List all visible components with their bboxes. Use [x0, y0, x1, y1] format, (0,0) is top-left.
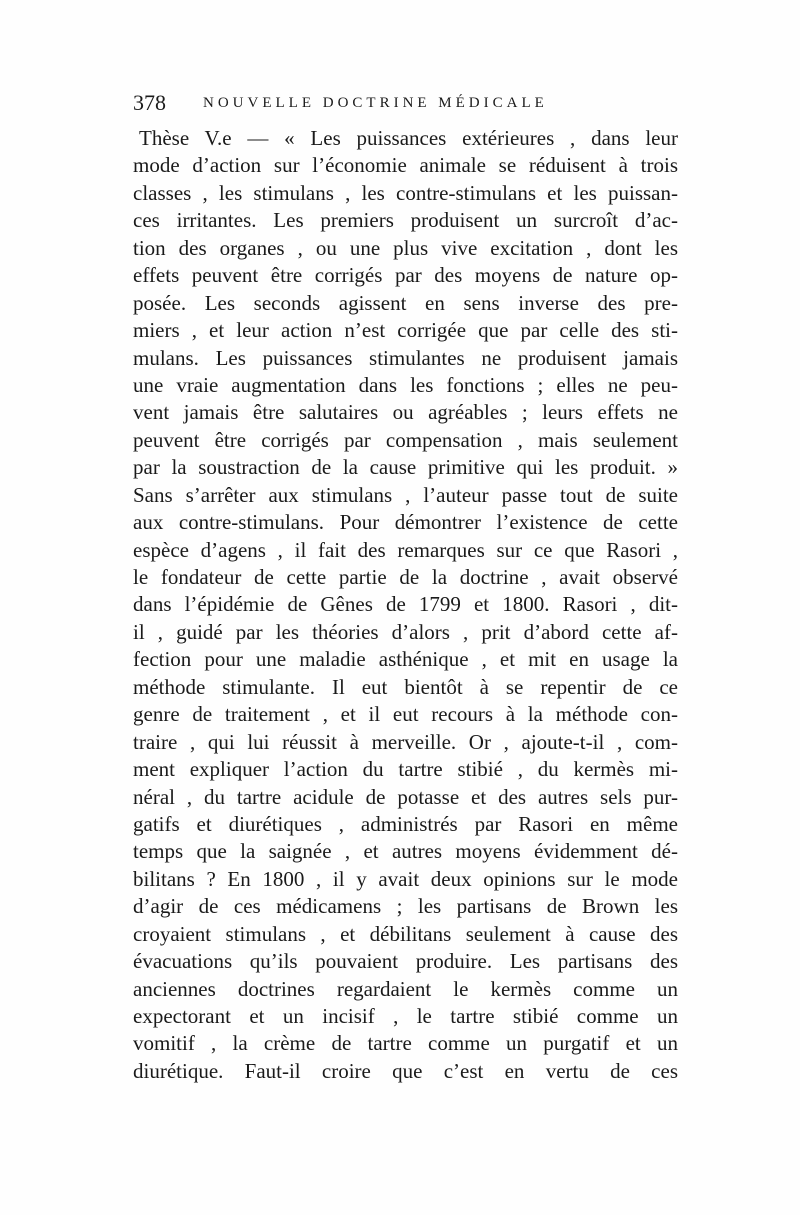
- text-line: une vraie augmentation dans les fonctions ; elles ne peu-: [133, 372, 678, 397]
- text-line: genre de traitement , et il eut recours à la méthode con-: [133, 702, 678, 727]
- text-line: traire , qui lui réussit à merveille. Or , ajoute-t-il , com-: [133, 729, 678, 754]
- text-line: dans l’épidémie de Gênes de 1799 et 1800. Rasori , dit-: [133, 592, 678, 617]
- text-line: mode d’action sur l’économie animale se réduisent à trois: [133, 153, 678, 178]
- text-line: méthode stimulante. Il eut bientôt à se repentir de ce: [133, 674, 678, 699]
- text-line: mulans. Les puissances stimulantes ne produisent jamais: [133, 345, 678, 370]
- text-line: anciennes doctrines regardaient le kermès comme un: [133, 976, 678, 1001]
- text-line: miers , et leur action n’est corrigée que par celle des sti-: [133, 318, 678, 343]
- text-line: Thèse V.e — « Les puissances extérieures , dans leur: [139, 126, 678, 150]
- text-line: tion des organes , ou une plus vive excitation , dont les: [133, 235, 678, 260]
- text-line: Sans s’arrêter aux stimulans , l’auteur passe tout de suite: [133, 482, 678, 507]
- text-line: ment expliquer l’action du tartre stibié , du kermès mi-: [133, 757, 678, 782]
- text-line: par la soustraction de la cause primitive qui les produit. »: [133, 455, 678, 480]
- text-line: croyaient stimulans , et débilitans seulement à cause des: [133, 921, 678, 946]
- text-line: espèce d’agens , il fait des remarques sur ce que Rasori ,: [133, 537, 678, 562]
- text-line: temps que la saignée , et autres moyens évidemment dé-: [133, 839, 678, 864]
- text-line: classes , les stimulans , les contre-stimulans et les puissan-: [133, 180, 678, 205]
- text-line: il , guidé par les théories d’alors , prit d’abord cette af-: [133, 619, 678, 644]
- text-line: néral , du tartre acidule de potasse et des autres sels pur-: [133, 784, 678, 809]
- text-line: aux contre-stimulans. Pour démontrer l’existence de cette: [133, 510, 678, 535]
- running-head: NOUVELLE DOCTRINE MÉDICALE: [203, 95, 548, 111]
- text-line: évacuations qu’ils pouvaient produire. Les partisans des: [133, 949, 678, 974]
- text-line: fection pour une maladie asthénique , et mit en usage la: [133, 647, 678, 672]
- text-line: peuvent être corrigés par compensation , mais seulement: [133, 427, 678, 452]
- text-line: vent jamais être salutaires ou agréables ; leurs effets ne: [133, 400, 678, 425]
- text-line: d’agir de ces médicamens ; les partisans de Brown les: [133, 894, 678, 919]
- text-line: posée. Les seconds agissent en sens inverse des pre-: [133, 290, 678, 315]
- text-line: diurétique. Faut-il croire que c’est en vertu de ces: [133, 1058, 678, 1083]
- text-line: gatifs et diurétiques , administrés par Rasori en même: [133, 811, 678, 836]
- body-text: [133, 125, 678, 1085]
- text-line: bilitans ? En 1800 , il y avait deux opinions sur le mode: [133, 866, 678, 891]
- text-line: le fondateur de cette partie de la doctrine , avait observé: [133, 565, 678, 589]
- page-header: [133, 90, 693, 120]
- text-line: expectorant et un incisif , le tartre stibié comme un: [133, 1004, 678, 1028]
- page-number: 378: [133, 90, 166, 115]
- text-line: vomitif , la crème de tartre comme un purgatif et un: [133, 1031, 678, 1056]
- text-line: effets peuvent être corrigés par des moyens de nature op-: [133, 263, 678, 288]
- text-line: ces irritantes. Les premiers produisent un surcroît d’ac-: [133, 208, 678, 233]
